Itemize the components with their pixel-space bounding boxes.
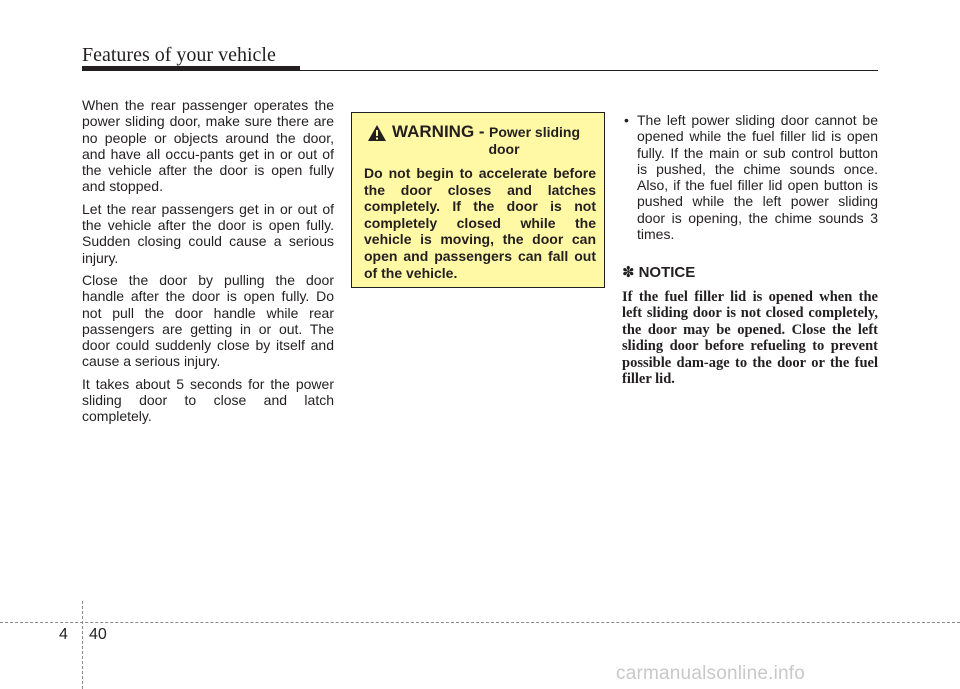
paragraph: It takes about 5 seconds for the power sliding door to close and latch completely. (82, 375, 334, 425)
paragraph: Let the rear passengers get in or out of the vehicle after the door is open fully. Sudden closing could cause a serious injury. (82, 200, 334, 266)
list-item (622, 112, 878, 242)
header-rule-thin (300, 70, 878, 71)
warning-box (351, 112, 605, 288)
notice-heading (622, 265, 878, 281)
page-header-title: Features of your vehicle (82, 44, 276, 66)
paragraph: When the rear passenger operates the power sliding door, make sure there are no people or objects around the door, and have all occu-pants get in or out of the vehicle after the door is open fully and stopped. (82, 97, 334, 195)
footer-divider (0, 622, 960, 623)
chapter-number: 4 (59, 626, 68, 643)
warning-subject-cont: door (488, 141, 520, 157)
header-rule-thick (82, 66, 300, 71)
watermark: carmanualsonline.info (616, 663, 806, 684)
warning-body: Do not begin to accelerate before the door closes and latches completely. If the door is not completely closed while the vehicle is moving, the door can open and passengers can fall out of the vehicle. (364, 165, 596, 281)
notice-body: If the fuel filler lid is opened when the left sliding door is not closed completely, the door may be opened. Close the left sliding door before refueling to prevent possible dam-age to the door or the fuel filler lid. (622, 288, 878, 388)
warning-label: WARNING - (392, 122, 485, 141)
notice-icon: ✽ (622, 264, 635, 282)
warning-triangle-icon (368, 125, 386, 141)
column-left (82, 97, 334, 431)
paragraph: Close the door by pulling the door handle after the door is open fully. Do not pull the door handle while rear passengers are getting in or out. The door could suddenly close by itself and cause a serious injury. (82, 271, 334, 370)
warning-heading (380, 122, 600, 157)
notice-title: NOTICE (638, 264, 696, 282)
page-number: 40 (89, 626, 107, 643)
footer-vertical-divider (82, 601, 83, 689)
warning-subject: Power sliding (489, 124, 581, 140)
bullet-icon: • (624, 112, 629, 128)
column-right (622, 112, 878, 388)
bullet-text: The left power sliding door cannot be opened while the fuel filler lid is open fully. If the main or sub control button is pushed, the chime sounds once. Also, if the fuel filler lid open button is pushed while the left power sliding door is opening, the chime sounds 3 times. (637, 112, 878, 243)
